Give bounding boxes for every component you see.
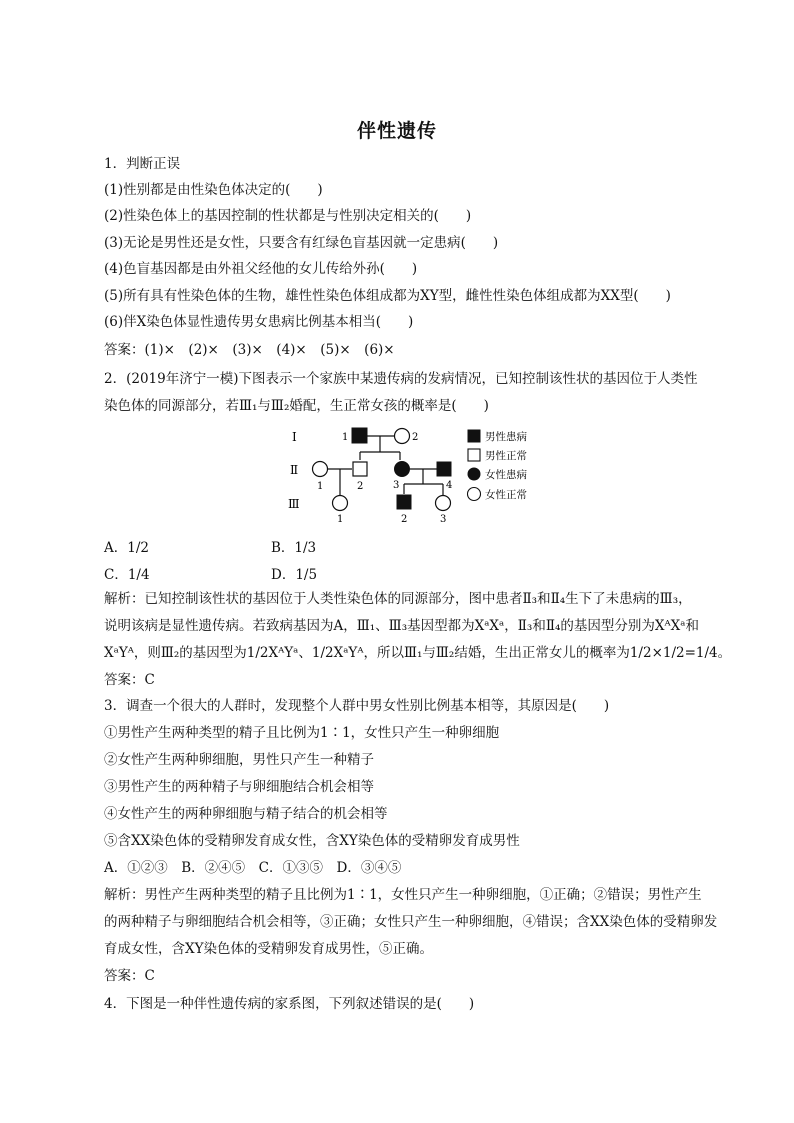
I1-affected-male (352, 428, 367, 443)
q3-stem: 3．调查一个很大的人群时，发现整个人群中男女性别比例基本相等，其原因是( ) (104, 698, 610, 714)
q3-item-4: ④女性产生的两种卵细胞与精子结合的机会相等 (104, 806, 388, 822)
label-I1: 1 (342, 432, 349, 443)
III3-normal-female (436, 496, 451, 511)
q3-answer: 答案：C (104, 968, 155, 984)
I2-normal-female (395, 429, 410, 444)
page-title: 伴性遗传 (356, 120, 437, 142)
q3-item-5: ⑤含XX染色体的受精卵发育成女性，含XY染色体的受精卵发育成男性 (104, 833, 520, 849)
II1-normal-female (313, 462, 328, 477)
legend-affected-female-icon (468, 468, 481, 481)
q1-item-1: (1)性别都是由性染色体决定的( ) (104, 182, 323, 198)
pedigree-diagram (280, 418, 580, 530)
q2-option-a: A．1/2 (104, 540, 149, 556)
q1-item-4: (4)色盲基因都是由外祖父经他的女儿传给外孙( ) (104, 261, 418, 277)
q2-stem-line1: 2．(2019年济宁一模)下图表示一个家族中某遗传病的发病情况，已知控制该性状的基因位于人类性 (104, 371, 698, 387)
III2-affected-male (397, 495, 411, 509)
legend-normal-male-icon (468, 449, 480, 461)
q3-options: A．①②③ B．②④⑤ C．①③⑤ D．③④⑤ (104, 860, 402, 876)
q4-stem: 4．下图是一种伴性遗传病的家系图，下列叙述错误的是( ) (104, 996, 475, 1012)
label-II2: 2 (357, 481, 364, 492)
label-II3: 3 (393, 480, 400, 491)
q1-answer: 答案：(1)× (2)× (3)× (4)× (5)× (6)× (104, 342, 395, 358)
q2-option-b: B．1/3 (271, 540, 317, 556)
q1-heading: 1．判断正误 (104, 156, 181, 172)
q2-option-c: C．1/4 (104, 567, 150, 583)
label-III2: 2 (401, 514, 408, 525)
q3-analysis-line1: 解析：男性产生两种类型的精子且比例为1∶1，女性只产生一种卵细胞，①正确；②错误；男性产生 (104, 887, 702, 903)
q2-analysis-line2: 说明该病是显性遗传病。若致病基因为A，Ⅲ₁、Ⅲ₃基因型都为XᵃXᵃ，Ⅱ₃和Ⅱ₄的基因型分别为XᴬXᵃ和 (104, 618, 699, 634)
gen-label-I: Ⅰ (292, 430, 297, 444)
legend-normal-male: 男性正常 (485, 450, 527, 462)
q2-stem-line2: 染色体的同源部分，若Ⅲ₁与Ⅲ₂婚配，生正常女孩的概率是( ) (104, 398, 489, 414)
legend-affected-male: 男性患病 (485, 431, 527, 443)
q2-analysis-line3: XᵃYᴬ，则Ⅲ₂的基因型为1/2XᴬYᵃ、1/2XᵃYᴬ，所以Ⅲ₁与Ⅲ₂结婚，生出正常女儿的概率为1/2×1/2=1/4。 (104, 645, 732, 661)
q2-answer: 答案：C (104, 672, 155, 688)
q2-analysis-line1: 解析：已知控制该性状的基因位于人类性染色体的同源部分，图中患者Ⅱ₃和Ⅱ₄生下了未患病的Ⅲ₃， (104, 591, 692, 607)
legend-normal-female-icon (468, 488, 481, 501)
q3-item-2: ②女性产生两种卵细胞，男性只产生一种精子 (104, 752, 374, 768)
legend-affected-male-icon (468, 430, 480, 442)
q3-analysis-line2: 的两种精子与卵细胞结合机会相等，③正确；女性只产生一种卵细胞，④错误；含XX染色体的受精卵发 (104, 914, 718, 930)
q3-item-3: ③男性产生的两种精子与卵细胞结合机会相等 (104, 779, 374, 795)
q1-item-3: (3)无论是男性还是女性，只要含有红绿色盲基因就一定患病( ) (104, 235, 499, 251)
gen-label-III: Ⅲ (288, 497, 300, 511)
gen-label-II: Ⅱ (290, 463, 299, 477)
label-III1: 1 (337, 514, 344, 525)
III1-normal-female (333, 496, 348, 511)
q3-item-1: ①男性产生两种类型的精子且比例为1∶1，女性只产生一种卵细胞 (104, 725, 500, 741)
II3-affected-female (395, 462, 410, 477)
q3-analysis-line3: 育成女性，含XY染色体的受精卵发育成男性，⑤正确。 (104, 941, 434, 957)
label-I2: 2 (412, 432, 419, 443)
label-III3: 3 (440, 514, 447, 525)
II2-normal-male (353, 462, 367, 476)
legend-affected-female: 女性患病 (485, 469, 527, 481)
label-II4: 4 (446, 480, 453, 491)
q2-option-d: D．1/5 (271, 567, 318, 583)
legend-normal-female: 女性正常 (485, 489, 527, 501)
q1-item-2: (2)性染色体上的基因控制的性状都是与性别决定相关的( ) (104, 208, 472, 224)
label-II1: 1 (317, 481, 324, 492)
II4-affected-male (437, 462, 451, 476)
q1-item-5: (5)所有具有性染色体的生物，雄性性染色体组成都为XY型，雌性性染色体组成都为XX型( ) (104, 288, 671, 304)
q1-item-6: (6)伴X染色体显性遗传男女患病比例基本相当( ) (104, 314, 414, 330)
